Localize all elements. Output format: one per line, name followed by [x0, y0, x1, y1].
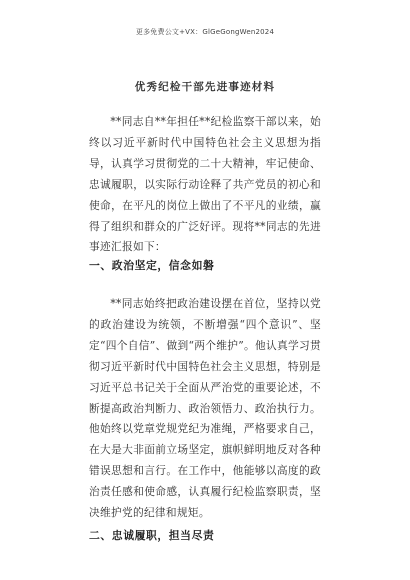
section-heading-2: 二、忠诚履职，担当尽责	[89, 529, 215, 542]
document-title: 优秀纪检干部先进事迹材料	[134, 81, 276, 93]
section-1-paragraph: **同志始终把政治建设摆在首位，坚持以党的政治建设为统领，不断增强“四个意识”、坚定“四个自信”、做到“两个维护”。他认真学习贯彻习近平新时代中国特色社会主义思想，特别是习近平总书记关于全面从严治党的重要论述，不断提高政治判断力、政治领悟力、政治执行力。他始终以党章党规党纪为准绳，严格要求自己，在大是大非面前立场坚定，旗帜鲜明地反对各种错误思想和言行。在工作中，他能够以高度的政治责任感和使命感，认真履行纪检监察职责，坚决维护党的纪律和规矩。	[89, 297, 321, 520]
section-heading-1: 一、政治坚定，信念如磐	[89, 259, 215, 272]
header-note: 更多免费公文+VX：GlGeGongWen2024	[135, 28, 275, 36]
intro-paragraph: **同志自**年担任**纪检监察干部以来，始终以习近平新时代中国特色社会主义思想为指导，认真学习贯彻党的二十大精神，牢记使命、忠诚履职，以实际行动诠释了共产党员的初心和使命，在平凡的岗位上做出了不平凡的业绩，赢得了组织和群众的广泛好评。现将**同志的先进事迹汇报如下：	[89, 115, 321, 254]
